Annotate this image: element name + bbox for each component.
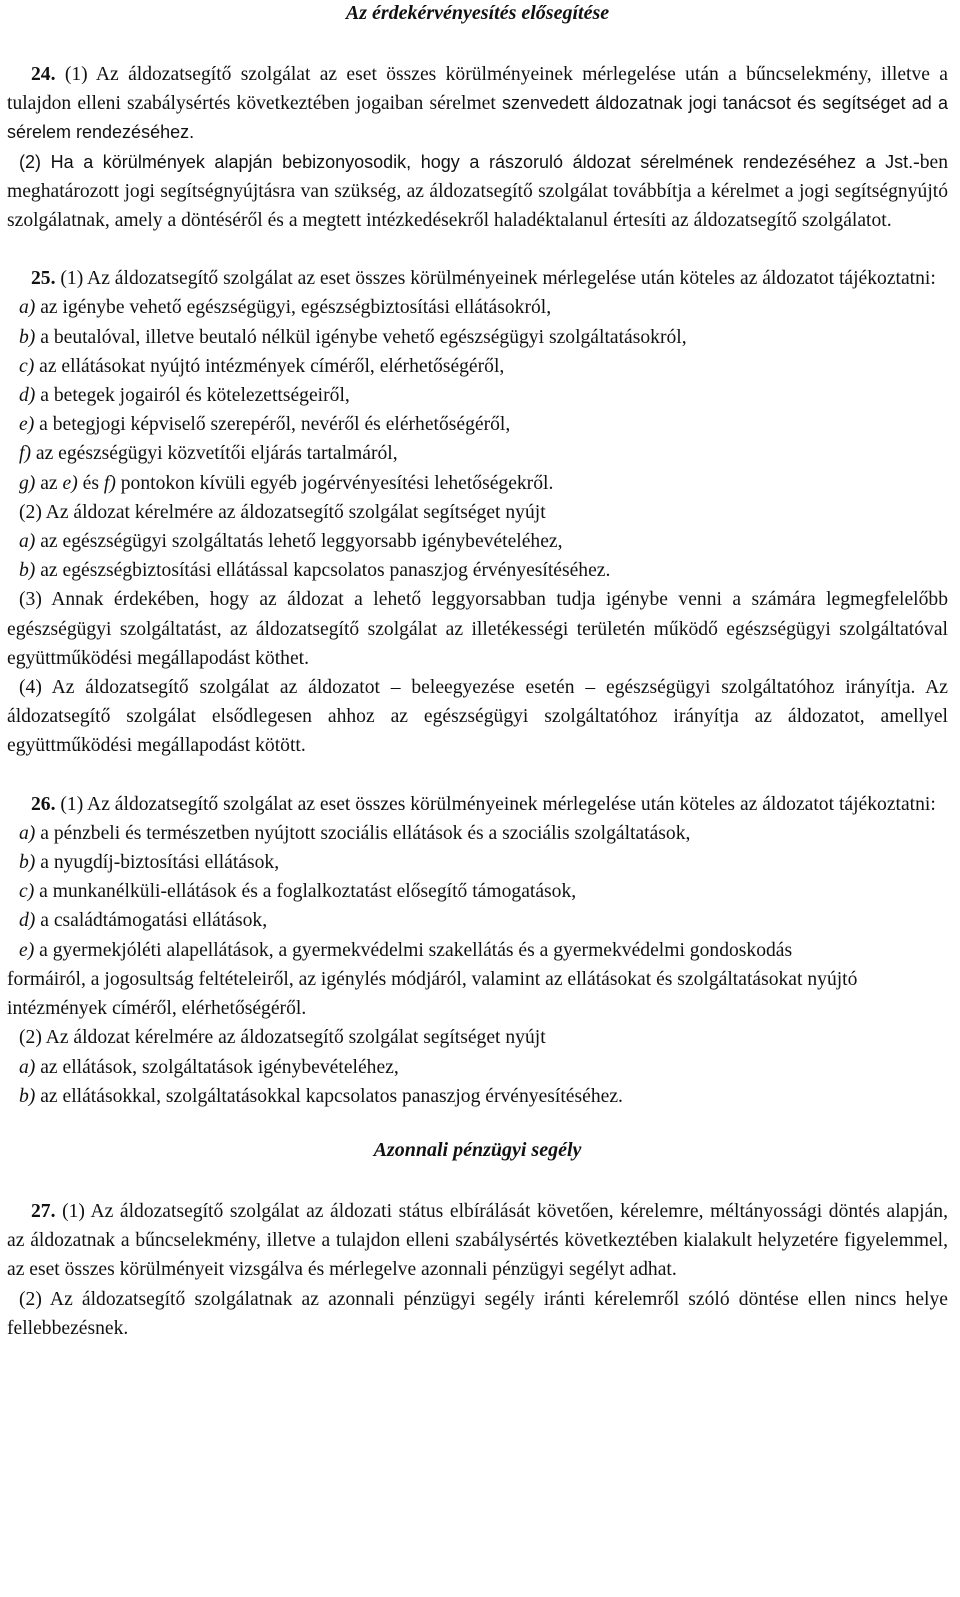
list-item <box>7 1053 948 1082</box>
s27-paragraph-1 <box>7 1197 948 1285</box>
list-item <box>7 848 948 877</box>
s27-paragraph-2: (2) Az áldozatsegítő szolgálatnak az azonnali pénzügyi segély iránti kérelemről szóló döntése ellen nincs helye fellebbezésnek. <box>7 1288 948 1339</box>
list-item <box>7 819 948 848</box>
item-text: pontokon kívüli egyéb jogérvényesítési lehetőségekről. <box>115 472 554 494</box>
item-text: az ellátások, szolgáltatások igénybevételéhez, <box>35 1056 399 1078</box>
section-26 <box>7 790 948 1111</box>
item-ref: f) <box>103 472 116 494</box>
s25-paragraph-2: (2) Az áldozat kérelmére az áldozatsegítő szolgálat segítséget nyújt <box>19 501 546 523</box>
item-text: a betegjogi képviselő szerepéről, nevéről és elérhetőségéről, <box>34 414 511 436</box>
item-letter: c) <box>19 355 35 377</box>
list-item <box>7 936 948 965</box>
list-item <box>7 906 948 935</box>
item-letter: e) <box>19 939 35 961</box>
item-text: az ellátásokkal, szolgáltatásokkal kapcsolatos panaszjog érvényesítéséhez. <box>35 1085 623 1107</box>
list-item <box>7 527 948 556</box>
list-item <box>7 1082 948 1111</box>
list-item <box>7 469 948 498</box>
item-letter: e) <box>19 414 35 436</box>
item-text: az egészségügyi közvetítői eljárás tartalmáról, <box>30 443 398 465</box>
item-text: az egészségbiztosítási ellátással kapcsolatos panaszjog érvényesítéséhez. <box>35 560 611 582</box>
item-text: az ellátásokat nyújtó intézmények címéről, elérhetőségéről, <box>34 355 505 377</box>
item-text: az egészségügyi szolgáltatás lehető leggyorsabb igénybevételéhez, <box>35 531 563 553</box>
s26-p1-text: (1) Az áldozatsegítő szolgálat az eset összes körülményeinek mérlegelése után köteles az áldozatot tájékoztatni: <box>55 793 936 815</box>
spacer <box>7 761 948 790</box>
item-letter: d) <box>19 385 36 407</box>
item-letter: b) <box>19 560 36 582</box>
item-text: és <box>77 472 104 494</box>
item-text: a beutalóval, illetve beutaló nélkül igénybe vehető egészségügyi szolgáltatásokról, <box>35 326 687 348</box>
item-ref: e) <box>62 472 78 494</box>
item-letter: a) <box>19 1056 36 1078</box>
section-heading-enforcement: Az érdekérvényesítés elősegítése <box>345 2 610 24</box>
s26-number: 26. <box>31 793 56 815</box>
item-text: a betegek jogairól és kötelezettségeiről, <box>35 385 350 407</box>
item-letter: b) <box>19 326 36 348</box>
s25-paragraph-1 <box>7 264 948 293</box>
list-item <box>7 556 948 585</box>
s26-paragraph-2: (2) Az áldozat kérelmére az áldozatsegítő szolgálat segítséget nyújt <box>19 1027 546 1049</box>
item-letter: a) <box>19 297 36 319</box>
list-item <box>7 352 948 381</box>
item-letter: b) <box>19 1085 36 1107</box>
item-text: az <box>35 472 63 494</box>
section-24 <box>7 60 948 235</box>
s24-p2-sans-text: (2) Ha a körülmények alapján bebizonyosodik, hogy a rászoruló áldozat sérelmének rendezéséhez a Jst. <box>19 151 914 172</box>
s26-continuation: formáiról, a jogosultság feltételeiről, az igénylés módjáról, valamint az ellátásokat és szolgáltatásokat nyújtó intézmények címéről, elérhetőségéről. <box>7 968 858 1020</box>
item-text: a gyermekjóléti alapellátások, a gyermekvédelmi szakellátás és a gyermekvédelmi gondoskodás <box>34 939 793 961</box>
section-27 <box>7 1197 948 1343</box>
s25-paragraph-3: (3) Annak érdekében, hogy az áldozat a lehető leggyorsabban tudja igénybe venni a számára legmegfelelőbb egészségügyi szolgáltatást, az áldozatsegítő szolgálat az illetékességi területén működő egészségügyi szolgáltatóval együttműködési megállapodást köthet. <box>7 589 948 669</box>
section-heading-emergency-aid: Azonnali pénzügyi segély <box>373 1138 582 1161</box>
s24-paragraph-2 <box>7 148 948 236</box>
list-item <box>7 877 948 906</box>
item-text: a családtámogatási ellátások, <box>35 910 268 932</box>
s24-paragraph-1 <box>7 60 948 148</box>
item-letter: a) <box>19 822 36 844</box>
s25-number: 25. <box>31 268 56 290</box>
s27-number: 27. <box>31 1200 56 1222</box>
item-text: a nyugdíj-biztosítási ellátások, <box>35 852 280 874</box>
list-item <box>7 293 948 322</box>
list-item <box>7 323 948 352</box>
s25-paragraph-4: (4) Az áldozatsegítő szolgálat az áldozatot – beleegyezése esetén – egészségügyi szolgáltatóhoz irányítja. Az áldozatsegítő szolgálat elsődlegesen ahhoz az egészségügyi szolgáltatóhoz irányítja az áldozatot, amellyel együttműködési megállapodást kötött. <box>7 677 948 757</box>
s25-p1-text: (1) Az áldozatsegítő szolgálat az eset összes körülményeinek mérlegelése után köteles az áldozatot tájékoztatni: <box>55 268 936 290</box>
s24-p1-sans-text: szenvedett áldozatnak jogi tanácsot és segítséget ad a sérelem rendezéséhez. <box>7 93 948 143</box>
item-text: a munkanélküli-ellátások és a foglalkoztatást elősegítő támogatások, <box>34 881 577 903</box>
list-item <box>7 381 948 410</box>
item-letter: g) <box>19 472 36 494</box>
item-letter: b) <box>19 852 36 874</box>
section-25 <box>7 264 948 760</box>
item-text: az igénybe vehető egészségügyi, egészségbiztosítási ellátásokról, <box>35 297 552 319</box>
s26-paragraph-1 <box>7 790 948 819</box>
item-text: a pénzbeli és természetben nyújtott szociális ellátások és a szociális szolgáltatások, <box>35 822 691 844</box>
s24-number: 24. <box>31 64 56 85</box>
s24-p2-text: -ben meghatározott jogi segítségnyújtásra van szükség, az áldozatsegítő szolgálat továbbítja a kérelmet a jogi segítségnyújtó szolgálatnak, amely a döntéséről és a megtett intézkedésekről haladéktalanul értesíti az áldozatsegítő szolgálatot. <box>7 151 948 232</box>
item-letter: c) <box>19 881 35 903</box>
item-letter: a) <box>19 531 36 553</box>
list-item <box>7 410 948 439</box>
s27-p1-text: (1) Az áldozatsegítő szolgálat az áldozati státus elbírálását követően, kérelemre, méltányossági döntés alapján, az áldozatnak a bűncselekmény, illetve a tulajdon elleni szabálysértés következtében kialakult helyzetére figyelemmel, az eset összes körülményeit vizsgálva és mérlegelve azonnali pénzügyi segélyt adhat. <box>7 1200 948 1281</box>
list-item <box>7 439 948 468</box>
s24-p1-text: (1) Az áldozatsegítő szolgálat az eset összes körülményeinek mérlegelése után a bűncselekmény, illetve a tulajdon elleni szabálysértés következtében jogaiban sérelmet <box>7 64 948 115</box>
spacer <box>7 235 948 264</box>
item-letter: f) <box>19 443 31 465</box>
item-letter: d) <box>19 910 36 932</box>
